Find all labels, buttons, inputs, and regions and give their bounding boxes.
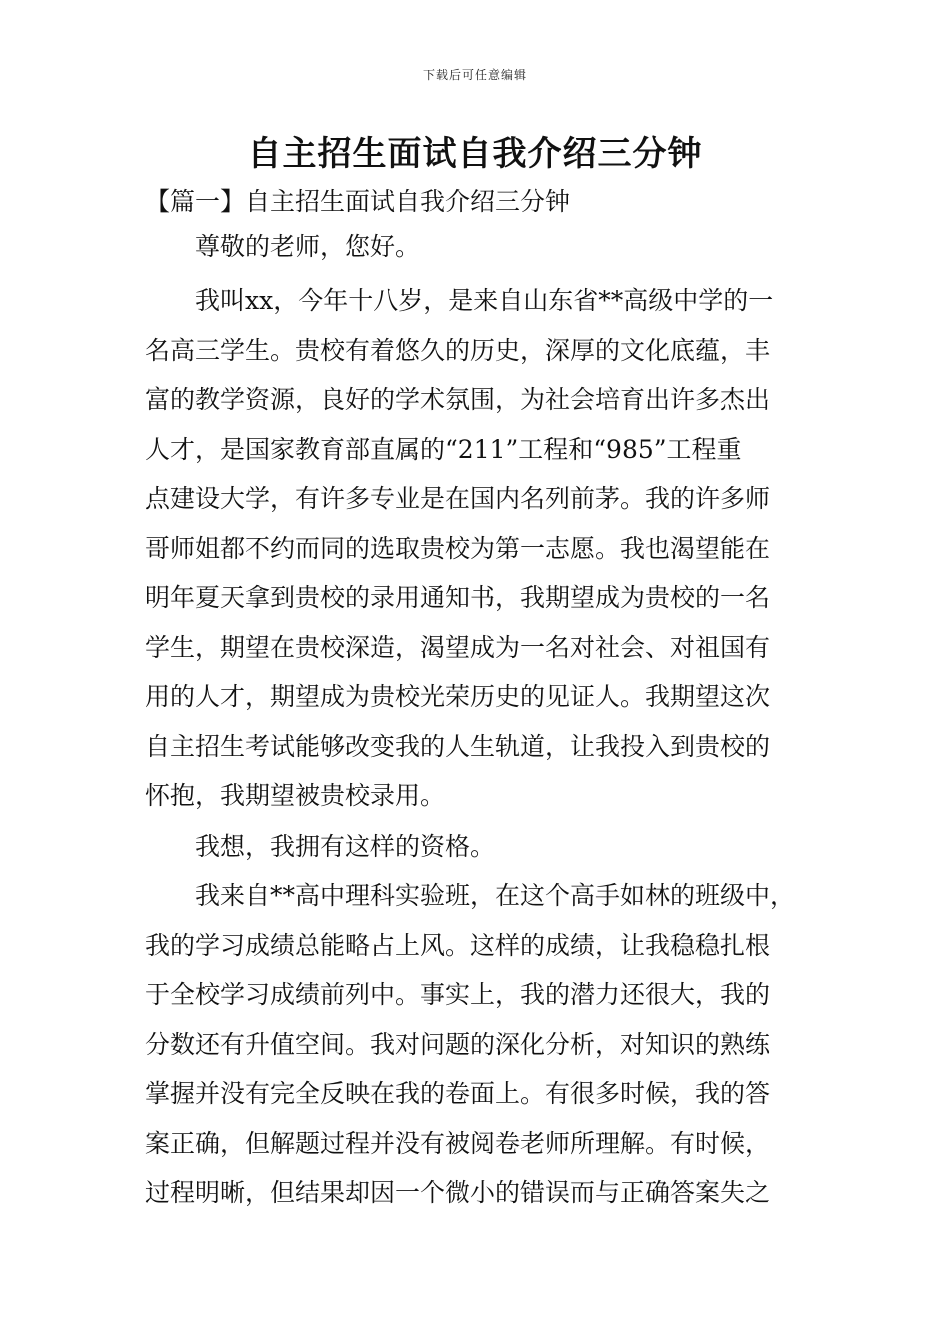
paragraph-line: 怀抱，我期望被贵校录用。 — [145, 781, 446, 810]
paragraph-line: 自主招生考试能够改变我的人生轨道，让我投入到贵校的 — [145, 731, 771, 761]
paragraph-line: 案正确，但解题过程并没有被阅卷老师所理解。有时候， — [145, 1128, 771, 1158]
paragraph-line: 用的人才，期望成为贵校光荣历史的见证人。我期望这次 — [145, 682, 771, 711]
paragraph-line: 哥师姐都不约而同的选取贵校为第一志愿。我也渴望能在 — [145, 533, 771, 563]
paragraph-line: 明年夏天拿到贵校的录用通知书，我期望成为贵校的一名 — [145, 583, 771, 612]
paragraph-introduction — [145, 276, 815, 821]
paragraph-line: 尊敬的老师，您好。 — [195, 232, 421, 261]
paragraph-greeting — [145, 222, 815, 272]
paragraph-line: 富的教学资源，良好的学术氛围，为社会培育出许多杰出 — [145, 385, 771, 414]
paragraph-line: 人才，是国家教育部直属的“211”工程和“985”工程重 — [145, 434, 742, 464]
paragraph-qualification — [145, 822, 815, 872]
paragraph-line: 我来自**高中理科实验班，在这个高手如林的班级中， — [195, 881, 796, 910]
paragraph-line: 于全校学习成绩前列中。事实上，我的潜力还很大，我的 — [145, 980, 771, 1009]
paragraph-line: 我的学习成绩总能略占上风。这样的成绩，让我稳稳扎根 — [145, 930, 771, 960]
paragraph-line: 掌握并没有完全反映在我的卷面上。有很多时候，我的答 — [145, 1079, 771, 1108]
paragraph-line: 学生，期望在贵校深造，渴望成为一名对社会、对祖国有 — [145, 632, 771, 662]
document-title: 自主招生面试自我介绍三分钟 — [247, 134, 703, 174]
paragraph-line: 名高三学生。贵校有着悠久的历史，深厚的文化底蕴，丰 — [145, 335, 771, 365]
section-heading: 【篇一】自主招生面试自我介绍三分钟 — [145, 187, 571, 216]
paragraph-line: 点建设大学，有许多专业是在国内名列前茅。我的许多师 — [145, 484, 771, 513]
header-note: 下载后可任意编辑 — [422, 68, 527, 82]
paragraph-line: 过程明晰，但结果却因一个微小的错误而与正确答案失之 — [145, 1178, 771, 1207]
paragraph-line: 我叫xx，今年十八岁，是来自山东省**高级中学的一 — [195, 286, 774, 315]
paragraph-line: 我想，我拥有这样的资格。 — [195, 832, 496, 861]
paragraph-academic — [145, 871, 815, 1218]
paragraph-line: 分数还有升值空间。我对问题的深化分析，对知识的熟练 — [145, 1029, 771, 1059]
